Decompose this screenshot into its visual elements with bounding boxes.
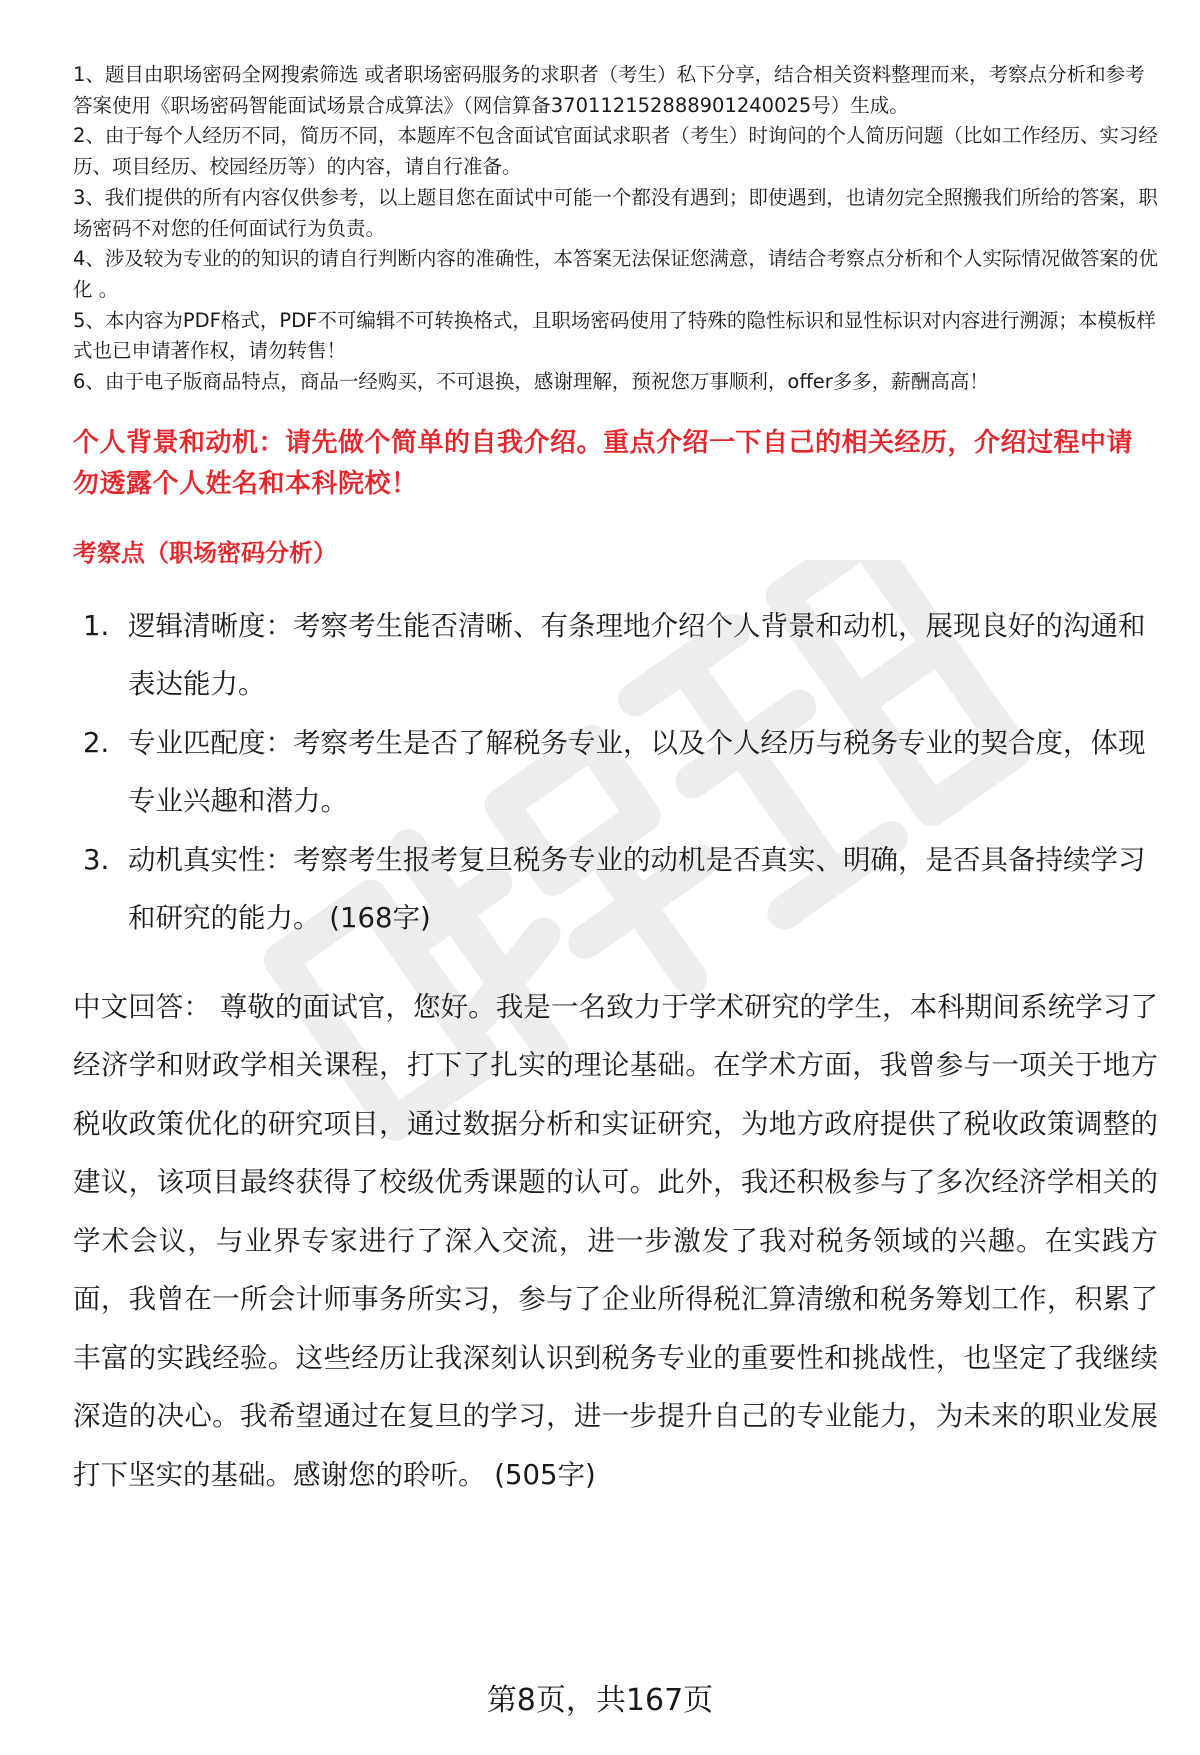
notice-item: 6、由于电子版商品特点，商品一经购买，不可退换，感谢理解，预祝您万事顺利，offer多多，薪酬高高！ bbox=[73, 370, 989, 394]
analysis-point bbox=[73, 597, 1158, 714]
point-text: 动机真实性：考察考生报考复旦税务专业的动机是否真实、明确，是否具备持续学习和研究的能力。 (168字) bbox=[128, 843, 1146, 935]
analysis-point bbox=[73, 831, 1158, 948]
notice-item: 3、我们提供的所有内容仅供参考，以上题目您在面试中可能一个都没有遇到；即使遇到，也请勿完全照搬我们所给的答案，职场密码不对您的任何面试行为负责。 bbox=[73, 185, 1158, 240]
interview-question: 个人背景和动机：请先做个简单的自我介绍。重点介绍一下自己的相关经历，介绍过程中请勿透露个人姓名和本科院校！ bbox=[73, 427, 1134, 499]
point-text: 逻辑清晰度：考察考生能否清晰、有条理地介绍个人背景和动机，展现良好的沟通和表达能力。 bbox=[128, 609, 1146, 701]
analysis-point bbox=[73, 714, 1158, 831]
notice-item: 1、题目由职场密码全网搜索筛选 或者职场密码服务的求职者（考生）私下分享，结合相关资料整理而来，考察点分析和参考答案使用《职场密码智能面试场景合成算法》（网信算备370112152888901240025号）生成。 bbox=[73, 63, 1145, 117]
point-number: 2. bbox=[83, 726, 110, 759]
point-number: 1. bbox=[83, 609, 110, 642]
notice-item: 4、涉及较为专业的的知识的请自行判断内容的准确性，本答案无法保证您满意，请结合考察点分析和个人实际情况做答案的优化 。 bbox=[73, 247, 1158, 301]
point-text: 专业匹配度：考察考生是否了解税务专业，以及个人经历与税务专业的契合度，体现专业兴趣和潜力。 bbox=[128, 726, 1146, 818]
notice-item: 5、本内容为PDF格式，PDF不可编辑不可转换格式，且职场密码使用了特殊的隐性标识和显性标识对内容进行溯源；本模板样式也已申请著作权，请勿转售！ bbox=[73, 308, 1156, 363]
notice-item: 2、由于每个人经历不同，简历不同，本题库不包含面试官面试求职者（考生）时询问的个人简历问题（比如工作经历、实习经历、项目经历、校园经历等）的内容，请自行准备。 bbox=[73, 124, 1158, 179]
notice-list bbox=[73, 60, 1158, 398]
analysis-heading: 考察点（职场密码分析） bbox=[73, 538, 337, 567]
document-body bbox=[73, 60, 1158, 1504]
page-number: 第8页，共167页 bbox=[486, 1683, 714, 1718]
answer-text: 中文回答： 尊敬的面试官，您好。我是一名致力于学术研究的学生，本科期间系统学习了经济学和财政学相关课程，打下了扎实的理论基础。在学术方面，我曾参与一项关于地方税收政策优化的研究项目，通过数据分析和实证研究，为地方政府提供了税收政策调整的建议，该项目最终获得了校级优秀课题的认可。此外，我还积极参与了多次经济学相关的学术会议，与业界专家进行了深入交流，进一步激发了我对税务领域的兴趣。在实践方面，我曾在一所会计师事务所实习，参与了企业所得税汇算清缴和税务筹划工作，积累了丰富的实践经验。这些经历让我深刻认识到税务专业的重要性和挑战性，也坚定了我继续深造的决心。我希望通过在复旦的学习，进一步提升自己的专业能力，为未来的职业发展打下坚实的基础。感谢您的聆听。 (505字) bbox=[73, 990, 1158, 1491]
analysis-point-list bbox=[73, 597, 1158, 948]
point-number: 3. bbox=[83, 843, 110, 876]
